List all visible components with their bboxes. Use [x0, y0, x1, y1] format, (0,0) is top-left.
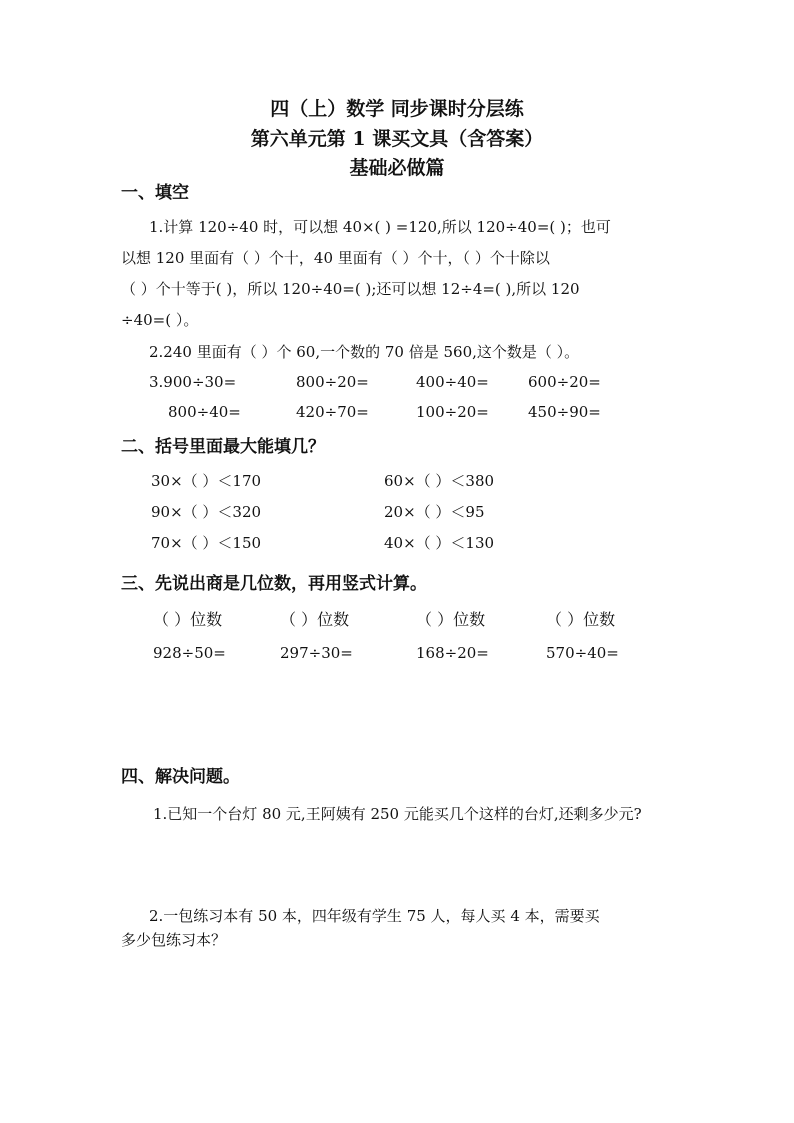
question-2: 2.240 里面有（ ）个 60,一个数的 70 倍是 560,这个数是（ ）。 — [149, 343, 580, 361]
digit-count-blank: （ ）位数 — [153, 610, 223, 629]
question-1-line-2: 以想 120 里面有（ ）个十，40 里面有（ ）个十，（ ）个十除以 — [121, 249, 550, 267]
calc-problem: 600÷20= — [528, 373, 601, 391]
division-problem: 297÷30= — [280, 644, 353, 662]
section-heading-max-fill: 二、括号里面最大能填几？ — [121, 437, 325, 457]
question-1-line-3: （ ）个十等于( )，所以 120÷40=( );还可以想 12÷4=( ),所以 120 — [121, 280, 580, 298]
page-title: 四（上）数学 同步课时分层练 — [270, 98, 524, 120]
section-heading-word-problems: 四、解决问题。 — [121, 767, 240, 787]
word-problem-2-line-1: 2.一包练习本有 50 本，四年级有学生 75 人，每人买 4 本，需要买 — [149, 907, 600, 925]
inequality-problem: 70×（ ）＜150 — [151, 534, 262, 552]
calc-problem: 3.900÷30= — [149, 373, 237, 391]
inequality-problem: 40×（ ）＜130 — [384, 534, 495, 552]
division-problem: 570÷40= — [546, 644, 619, 662]
calc-problem: 800÷20= — [296, 373, 369, 391]
inequality-problem: 60×（ ）＜380 — [384, 472, 495, 490]
digit-count-blank: （ ）位数 — [416, 610, 486, 629]
calc-problem: 420÷70= — [296, 403, 369, 421]
digit-count-blank: （ ）位数 — [280, 610, 350, 629]
question-1-line-1: 1.计算 120÷40 时，可以想 40×( ) =120,所以 120÷40=( )；也可 — [149, 218, 611, 236]
inequality-problem: 20×（ ）＜95 — [384, 503, 485, 521]
word-problem-2-line-2: 多少包练习本？ — [121, 931, 227, 949]
question-1-line-4: ÷40=( ）。 — [121, 311, 199, 329]
calc-problem: 100÷20= — [416, 403, 489, 421]
inequality-problem: 90×（ ）＜320 — [151, 503, 262, 521]
page-section-title: 基础必做篇 — [349, 157, 445, 179]
section-heading-vertical-division: 三、先说出商是几位数，再用竖式计算。 — [121, 574, 427, 594]
division-problem: 168÷20= — [416, 644, 489, 662]
division-problem: 928÷50= — [153, 644, 226, 662]
page-subtitle: 第六单元第 1 课买文具（含答案） — [250, 128, 544, 150]
word-problem-1: 1.已知一个台灯 80 元,王阿姨有 250 元能买几个这样的台灯,还剩多少元? — [153, 805, 642, 823]
calc-problem: 450÷90= — [528, 403, 601, 421]
section-heading-fill-blank: 一、填空 — [121, 183, 189, 203]
calc-problem: 400÷40= — [416, 373, 489, 391]
inequality-problem: 30×（ ）＜170 — [151, 472, 262, 490]
calc-problem: 800÷40= — [168, 403, 241, 421]
digit-count-blank: （ ）位数 — [546, 610, 616, 629]
